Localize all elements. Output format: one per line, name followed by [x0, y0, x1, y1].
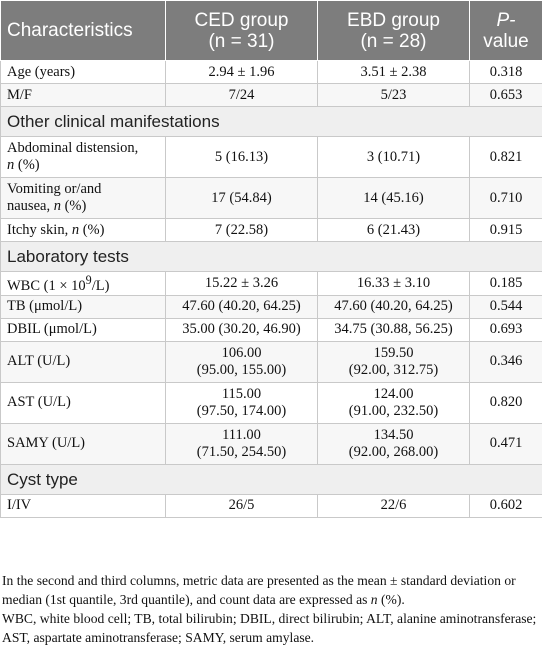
header-characteristics: Characteristics [1, 1, 166, 61]
label-n: n [71, 221, 80, 238]
ebd-value: 22/6 [318, 494, 470, 517]
footnote-text: In the second and third columns, metric data are presented as the mean ± standard deviation or median (1st quantile, 3rd quantile), and count data are expressed as [2, 573, 516, 607]
p-value: 0.693 [470, 318, 542, 341]
header-p-symbol: P- [496, 9, 516, 31]
value-median: 124.00 [373, 385, 414, 402]
ebd-value: 34.75 (30.88, 56.25) [318, 318, 470, 341]
row-label [1, 219, 166, 242]
label-part: WBC (1 × 10 [7, 277, 86, 294]
label-superscript: 9 [85, 273, 92, 287]
table-row-wbc [1, 272, 542, 296]
section-row-cyst [1, 464, 542, 494]
row-label: ALT (U/L) [1, 341, 166, 382]
table-row-tb [1, 295, 542, 318]
value-quantiles: (71.50, 254.50) [196, 443, 287, 460]
p-value: 0.185 [470, 272, 542, 296]
row-label: DBIL (μmol/L) [1, 318, 166, 341]
p-value: 0.653 [470, 84, 542, 107]
header-ced-count: (n = 31) [208, 30, 275, 52]
p-value: 0.471 [470, 423, 542, 464]
label-part: Itchy skin, [7, 221, 72, 238]
value-quantiles: (91.00, 232.50) [348, 402, 439, 419]
value-quantiles: (92.00, 268.00) [348, 443, 439, 460]
ebd-value: 16.33 ± 3.10 [318, 272, 470, 296]
footnote-abbreviations: WBC, white blood cell; TB, total bilirubin; DBIL, direct bilirubin; ALT, alanine aminotransferase; AST, aspartate aminotransferase; SAMY, serum amylase. [2, 611, 537, 645]
p-value: 0.915 [470, 219, 542, 242]
p-value: 0.544 [470, 295, 542, 318]
ebd-value [318, 382, 470, 423]
footnote-data-description [2, 571, 540, 609]
p-value: 0.710 [470, 178, 542, 219]
p-value: 0.602 [470, 494, 542, 517]
ced-value: 15.22 ± 3.26 [166, 272, 318, 296]
label-part: (%) [79, 221, 105, 238]
table-row-alt [1, 341, 542, 382]
label-n: n [7, 157, 15, 173]
label-part: Abdominal distension, [7, 140, 139, 156]
row-label [1, 272, 166, 296]
ced-value: 2.94 ± 1.96 [166, 61, 318, 84]
ced-value: 5 (16.13) [166, 137, 318, 178]
header-row [1, 1, 542, 61]
section-label: Other clinical manifestations [1, 107, 542, 137]
ced-value: 35.00 (30.20, 46.90) [166, 318, 318, 341]
value-median: 134.50 [373, 426, 414, 443]
label-part: (%) [60, 198, 87, 214]
value-median: 106.00 [221, 344, 262, 361]
table-row-abdominal [1, 137, 542, 178]
ced-value [166, 341, 318, 382]
ebd-value: 3.51 ± 2.38 [318, 61, 470, 84]
ebd-value [318, 341, 470, 382]
header-ebd-group [318, 1, 470, 61]
section-label: Laboratory tests [1, 242, 542, 272]
header-ced-group [166, 1, 318, 61]
section-label: Cyst type [1, 464, 542, 494]
value-median: 159.50 [373, 344, 414, 361]
header-ebd-count: (n = 28) [360, 30, 427, 52]
ebd-value: 47.60 (40.20, 64.25) [318, 295, 470, 318]
p-value: 0.820 [470, 382, 542, 423]
header-p-word: value [483, 30, 529, 52]
row-label: I/IV [1, 494, 166, 517]
label-n: n [53, 198, 61, 214]
ced-value: 7 (22.58) [166, 219, 318, 242]
ebd-value [318, 423, 470, 464]
table-row-age [1, 61, 542, 84]
p-value: 0.318 [470, 61, 542, 84]
p-value: 0.346 [470, 341, 542, 382]
ced-value: 17 (54.84) [166, 178, 318, 219]
ebd-value: 6 (21.43) [318, 219, 470, 242]
header-ced-title: CED group [194, 9, 289, 31]
value-quantiles: (97.50, 174.00) [196, 402, 287, 419]
table-row-mf [1, 84, 542, 107]
value-median: 115.00 [221, 385, 262, 402]
table-row-itchy [1, 219, 542, 242]
section-row-laboratory [1, 242, 542, 272]
value-quantiles: (92.00, 312.75) [348, 361, 439, 378]
label-part: nausea, [7, 198, 54, 214]
footnote-n: n [370, 592, 378, 607]
footnote-text: (%). [377, 592, 405, 607]
ebd-value: 14 (45.16) [318, 178, 470, 219]
ced-value: 26/5 [166, 494, 318, 517]
section-row-clinical [1, 107, 542, 137]
row-label [1, 178, 166, 219]
table-row-samy [1, 423, 542, 464]
table-header [1, 1, 542, 61]
ebd-value: 5/23 [318, 84, 470, 107]
ced-value [166, 423, 318, 464]
ced-value: 47.60 (40.20, 64.25) [166, 295, 318, 318]
row-label: TB (μmol/L) [1, 295, 166, 318]
row-label: SAMY (U/L) [1, 423, 166, 464]
ebd-value: 3 (10.71) [318, 137, 470, 178]
row-label: M/F [1, 84, 166, 107]
table-footnote [0, 571, 542, 647]
label-part: (%) [14, 157, 40, 173]
row-label: AST (U/L) [1, 382, 166, 423]
table-row-dbil [1, 318, 542, 341]
table-row-vomiting [1, 178, 542, 219]
ced-value [166, 382, 318, 423]
table-row-ast [1, 382, 542, 423]
row-label [1, 137, 166, 178]
label-part: /L) [91, 277, 110, 294]
header-p-value [470, 1, 542, 61]
p-value: 0.821 [470, 137, 542, 178]
label-part: Vomiting or/and [7, 181, 102, 197]
ced-value: 7/24 [166, 84, 318, 107]
row-label: Age (years) [1, 61, 166, 84]
value-quantiles: (95.00, 155.00) [196, 361, 287, 378]
value-median: 111.00 [222, 426, 261, 443]
table-row-cyst [1, 494, 542, 517]
header-ebd-title: EBD group [347, 9, 440, 31]
table-body [1, 61, 542, 518]
